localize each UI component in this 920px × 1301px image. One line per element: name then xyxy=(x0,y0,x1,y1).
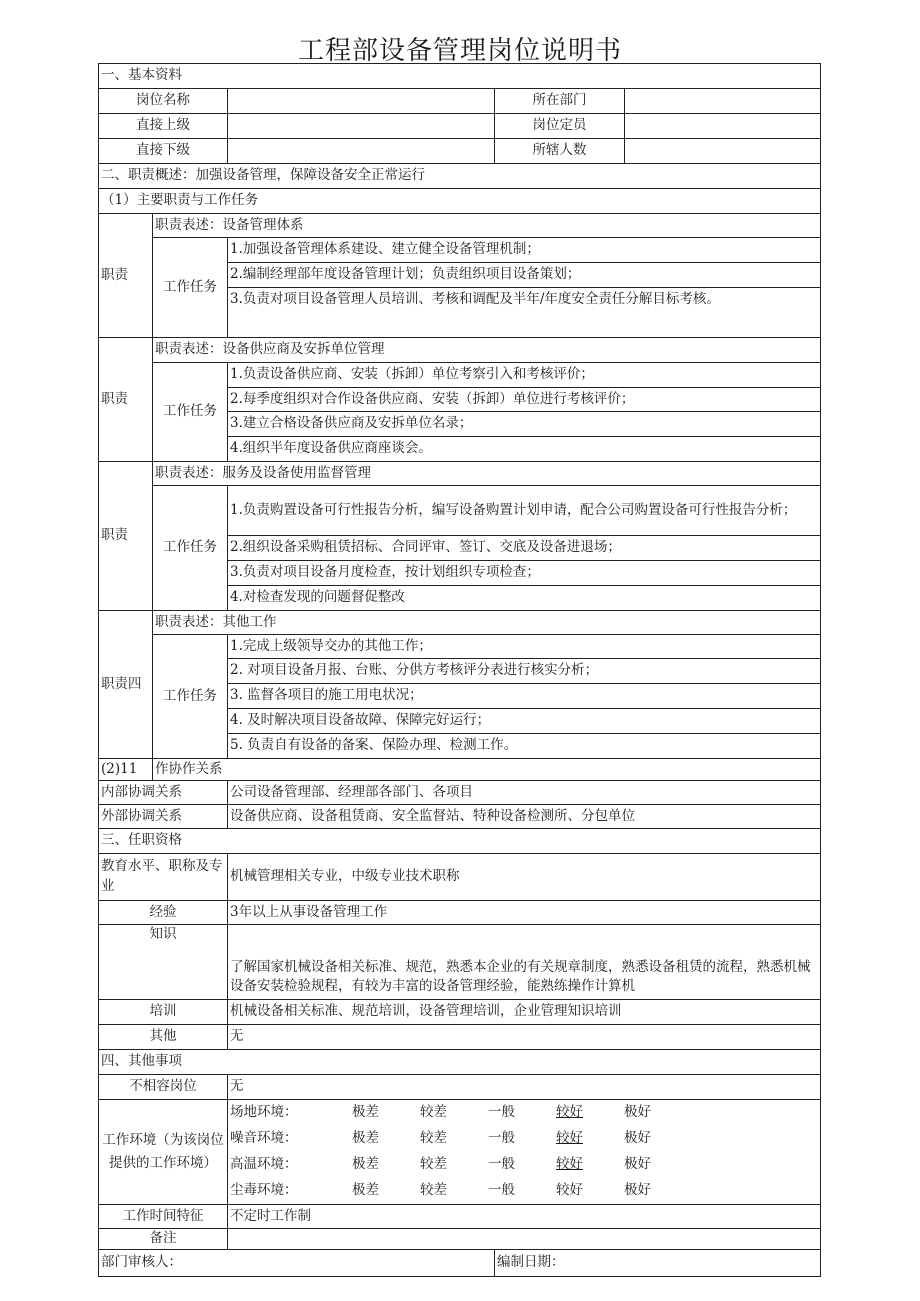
other-value: 无 xyxy=(228,1025,821,1050)
task-item: 5. 负责自有设备的备案、保险办理、检测工作。 xyxy=(228,734,821,759)
task-item: 2. 对项目设备月报、台账、分供方考核评分表进行核实分析； xyxy=(228,659,821,684)
duty-statement: 职责表述：其他工作 xyxy=(153,611,821,635)
basic-label: 所辖人数 xyxy=(495,139,625,164)
duty-statement: 职责表述：服务及设备使用监督管理 xyxy=(153,462,821,486)
reviewer-label: 部门审核人： xyxy=(99,1250,495,1277)
basic-label: 所在部门 xyxy=(495,89,625,114)
education-label: 教育水平、职称及专业 xyxy=(99,854,228,901)
basic-row xyxy=(99,139,821,164)
work-env-option: 较差 xyxy=(420,1182,447,1199)
work-env-option: 极好 xyxy=(624,1104,651,1121)
work-env-option: 较差 xyxy=(420,1156,447,1173)
basic-value xyxy=(625,139,821,164)
training-label: 培训 xyxy=(99,1000,228,1025)
work-env-option: 一般 xyxy=(488,1130,515,1147)
education-value: 机械管理相关专业，中级专业技术职称 xyxy=(228,854,821,901)
task-label: 工作任务 xyxy=(153,363,228,462)
task-item: 1.完成上级领导交办的其他工作； xyxy=(228,635,821,659)
page-title: 工程部设备管理岗位说明书 xyxy=(297,36,622,66)
work-env-option: 较差 xyxy=(420,1130,447,1147)
work-env-row-label: 噪音环境： xyxy=(230,1130,298,1147)
incompatible-post-label: 不相容岗位 xyxy=(99,1075,228,1100)
remark-value xyxy=(228,1229,821,1250)
task-item: 3.负责对项目设备月度检查，按计划组织专项检查； xyxy=(228,561,821,586)
task-item: 3. 监督各项目的施工用电状况； xyxy=(228,684,821,709)
compile-date-label: 编制日期： xyxy=(495,1250,821,1277)
task-label: 工作任务 xyxy=(153,486,228,611)
section-duty-summary: 二、职责概述：加强设备管理，保障设备安全正常运行 xyxy=(99,164,821,189)
experience-value: 3年以上从事设备管理工作 xyxy=(228,901,821,925)
basic-value xyxy=(228,114,495,139)
section-qualifications: 三、任职资格 xyxy=(99,829,821,854)
work-env-row xyxy=(230,1126,818,1152)
work-env-option: 极好 xyxy=(624,1156,651,1173)
knowledge-label: 知识 xyxy=(99,925,228,1000)
basic-value xyxy=(625,89,821,114)
task-item: 4.对检查发现的问题督促整改 xyxy=(228,586,821,611)
task-label: 工作任务 xyxy=(153,635,228,759)
work-env-option: 极好 xyxy=(624,1182,651,1199)
work-env-option: 较好 xyxy=(556,1104,583,1121)
task-item: 1.加强设备管理体系建设、建立健全设备管理机制； xyxy=(228,238,821,263)
work-env-option: 较好 xyxy=(556,1156,583,1173)
work-env-option: 一般 xyxy=(488,1182,515,1199)
internal-coop-value: 公司设备管理部、经理部各部门、各项目 xyxy=(228,781,821,805)
remark-label: 备注 xyxy=(99,1229,228,1250)
basic-label: 岗位定员 xyxy=(495,114,625,139)
section-other-matters: 四、其他事项 xyxy=(99,1050,821,1075)
task-item: 1.负责购置设备可行性报告分析，编写设备购置计划申请，配合公司购置设备可行性报告分析； xyxy=(228,486,821,536)
task-item: 4.组织半年度设备供应商座谈会。 xyxy=(228,437,821,462)
task-item: 3.建立合格设备供应商及安拆单位名录； xyxy=(228,412,821,437)
knowledge-value: 了解国家机械设备相关标准、规范，熟悉本企业的有关规章制度，熟悉设备租赁的流程，熟悉机械设备安装检验规程，有较为丰富的设备管理经验，能熟练操作计算机 xyxy=(228,925,821,1000)
duty-statement: 职责表述：设备供应商及安拆单位管理 xyxy=(153,338,821,363)
coop-title: 作协作关系 xyxy=(153,759,821,781)
basic-value xyxy=(625,114,821,139)
section-basic-info: 一、基本资料 xyxy=(99,64,821,89)
task-item: 2.每季度组织对合作设备供应商、安装（拆卸）单位进行考核评价； xyxy=(228,388,821,412)
task-item: 4. 及时解决项目设备故障、保障完好运行； xyxy=(228,709,821,734)
coop-number: (2)11 xyxy=(99,759,153,781)
duty-label: 职责 xyxy=(99,214,153,338)
work-env-row xyxy=(230,1178,818,1204)
duty-label: 职责四 xyxy=(99,611,153,759)
work-env-row xyxy=(230,1152,818,1178)
work-env-option: 极差 xyxy=(352,1182,379,1199)
work-env-option: 极好 xyxy=(624,1130,651,1147)
task-label: 工作任务 xyxy=(153,238,228,338)
job-description-table xyxy=(98,63,821,1277)
work-env-option: 极差 xyxy=(352,1156,379,1173)
basic-label: 直接上级 xyxy=(99,114,228,139)
external-coop-value: 设备供应商、设备租赁商、安全监督站、特种设备检测所、分包单位 xyxy=(228,805,821,829)
internal-coop-label: 内部协调关系 xyxy=(99,781,228,805)
basic-row xyxy=(99,114,821,139)
work-env-option: 极差 xyxy=(352,1130,379,1147)
task-item: 1.负责设备供应商、安装（拆卸）单位考察引入和考核评价； xyxy=(228,363,821,388)
work-env-option: 较差 xyxy=(420,1104,447,1121)
work-env-row xyxy=(230,1100,818,1126)
incompatible-post-value: 无 xyxy=(228,1075,821,1100)
task-item: 3.负责对项目设备管理人员培训、考核和调配及半年/年度安全责任分解目标考核。 xyxy=(228,288,821,338)
work-env-option: 极差 xyxy=(352,1104,379,1121)
work-env-option: 较好 xyxy=(556,1182,583,1199)
basic-label: 岗位名称 xyxy=(99,89,228,114)
subsection-main-duties: （1）主要职责与工作任务 xyxy=(99,189,821,214)
duty-label: 职责 xyxy=(99,338,153,462)
basic-row xyxy=(99,89,821,114)
work-env-options xyxy=(228,1100,821,1205)
worktime-value: 不定时工作制 xyxy=(228,1205,821,1229)
duty-statement: 职责表述：设备管理体系 xyxy=(153,214,821,238)
task-item: 2.编制经理部年度设备管理计划；负责组织项目设备策划； xyxy=(228,263,821,288)
experience-label: 经验 xyxy=(99,901,228,925)
work-env-row-label: 场地环境： xyxy=(230,1104,298,1121)
basic-value xyxy=(228,89,495,114)
worktime-label: 工作时间特征 xyxy=(99,1205,228,1229)
work-env-option: 一般 xyxy=(488,1104,515,1121)
basic-value xyxy=(228,139,495,164)
work-env-option: 较好 xyxy=(556,1130,583,1147)
work-env-row-label: 尘毒环境： xyxy=(230,1182,298,1199)
duty-label: 职责 xyxy=(99,462,153,611)
other-label: 其他 xyxy=(99,1025,228,1050)
task-item: 2.组织设备采购租赁招标、合同评审、签订、交底及设备进退场； xyxy=(228,536,821,561)
external-coop-label: 外部协调关系 xyxy=(99,805,228,829)
work-env-label: 工作环境（为该岗位提供的工作环境） xyxy=(99,1100,228,1205)
basic-label: 直接下级 xyxy=(99,139,228,164)
work-env-row-label: 高温环境： xyxy=(230,1156,298,1173)
work-env-option: 一般 xyxy=(488,1156,515,1173)
training-value: 机械设备相关标准、规范培训，设备管理培训，企业管理知识培训 xyxy=(228,1000,821,1025)
